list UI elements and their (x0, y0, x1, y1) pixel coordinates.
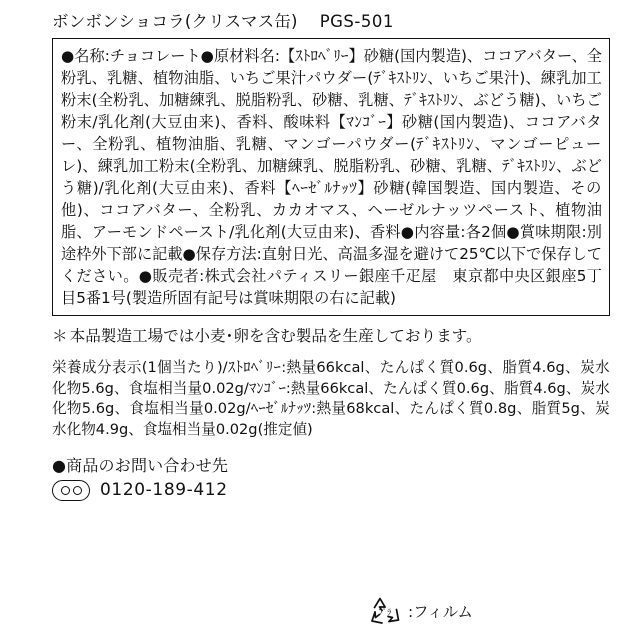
free-dial-icon (52, 480, 90, 501)
contact-title: ●商品のお問い合わせ先 (52, 455, 229, 475)
svg-text:ﾌﾟﾗ: ﾌﾟﾗ (378, 608, 392, 618)
packaging-material-label: :フィルム (408, 603, 473, 621)
allergen-note (52, 325, 610, 348)
allergen-note-text: 本品製造工場では小麦･卵を含む製品を生産しております。 (69, 327, 482, 346)
contact-section (52, 453, 610, 501)
page-title: ボンボンショコラ(クリスマス缶) (52, 12, 298, 31)
plastic-recycle-icon (368, 596, 402, 626)
header (0, 0, 640, 38)
phone-number: 0120-189-412 (100, 480, 228, 501)
product-code: PGS-501 (319, 12, 394, 31)
asterisk-icon: ＊ (52, 327, 68, 346)
recycle-mark-row (368, 596, 473, 626)
contact-phone-row (52, 480, 610, 501)
bottom-spacer (0, 501, 640, 507)
ingredient-panel: ●名称:チョコレート●原材料名:【ｽﾄﾛﾍﾞﾘｰ】砂糖(国内製造)、ココアバター、全粉乳、乳糖、植物油脂、いちご果汁パウダー(ﾃﾞｷｽﾄﾘﾝ、いちご果汁)、練乳加工粉末(全粉乳、加糖練乳、脱脂粉乳、砂糖、乳糖、ﾃﾞｷｽﾄﾘﾝ、ぶどう糖)、いちご粉末/乳化剤(大豆由来)、香料、酸味料【ﾏﾝｺﾞｰ】砂糖(国内製造)、ココアバター、全粉乳、植物油脂、乳糖、マンゴーパウダー(ﾃﾞｷｽﾄﾘﾝ、マンゴーピューレ)、練乳加工粉末(全粉乳、加糖練乳、脱脂粉乳、砂糖、乳糖、ﾃﾞｷｽﾄﾘﾝ、ぶどう糖)/乳化剤(大豆由来)、香料【ﾍｰｾﾞﾙﾅｯﾂ】砂糖(韓国製造、国内製造、その他)、ココアバター、全粉乳、カカオマス、ヘーゼルナッツペースト、植物油脂、アーモンドペースト/乳化剤(大豆由来)、香料●内容量:各2個●賞味期限:別途枠外下部に記載●保存方法:直射日光、高温多湿を避けて25℃以下で保存してください。●販売者:株式会社パティスリー銀座千疋屋 東京都中央区銀座5丁目5番1号(製造所固有記号は賞味期限の右に記載) (52, 38, 610, 316)
nutrition-facts: 栄養成分表示(1個当たり)/ｽﾄﾛﾍﾞﾘｰ:熱量66kcal、たんぱく質0.6g、脂質4.6g、炭水化物5.6g、食塩相当量0.02g/ﾏﾝｺﾞｰ:熱量66kcal、たんぱく質0.6g、脂質4.6g、炭水化物5.6g、食塩相当量0.02g/ﾍｰｾﾞﾙﾅｯﾂ:熱量68kcal、たんぱく質0.8g、脂質5g、炭水化物4.9g、食塩相当量0.02g(推定値) (52, 358, 610, 439)
